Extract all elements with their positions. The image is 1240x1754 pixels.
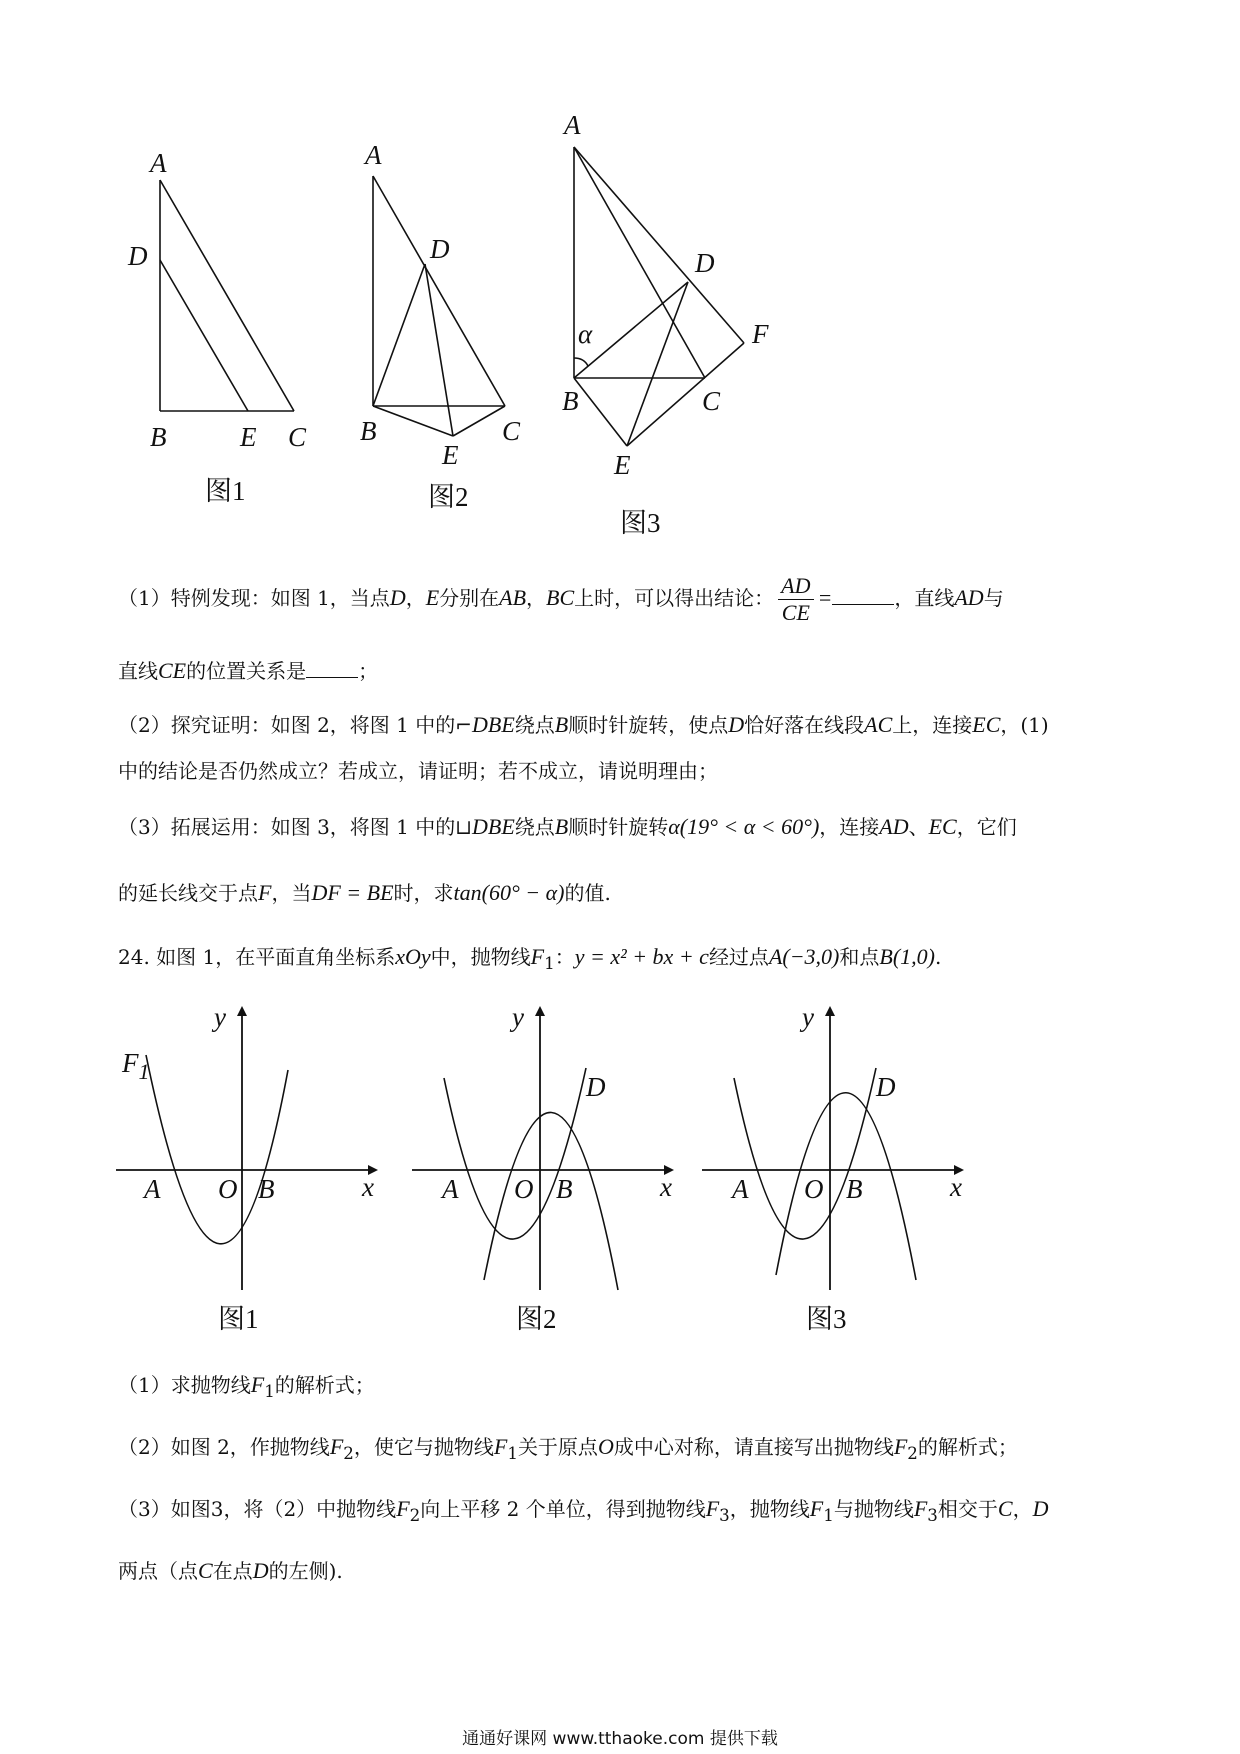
geometry-figures (0, 0, 1240, 560)
fig1b-label-x: x (362, 1172, 374, 1202)
fig2-caption: 图2 (428, 482, 469, 512)
fig2b-label-b: B (556, 1174, 573, 1204)
fig2b-label-x: x (660, 1172, 672, 1202)
fig3b-caption: 图3 (806, 1304, 847, 1334)
q23-part1-line1: （1）特例发现：如图 1，当点D，E分别在AB，BC上时，可以得出结论： $\frac{AD}{CE}$ = ，直线AD与 (118, 573, 1004, 625)
fig2-label-e: E (442, 440, 459, 470)
fig1b-label-f: $F_1$ (122, 1048, 150, 1084)
q23-part2-line1: （2）探究证明：如图 2，将图 1 中的⌐DBE绕点B顺时针旋转，使点D恰好落在线段AC上，连接EC，(1) (118, 712, 1049, 737)
fig1b-label-a: A (144, 1174, 161, 1204)
fig3b-label-o: O (804, 1174, 824, 1204)
fig3b-label-b: B (846, 1174, 863, 1204)
q24-intro: 24. 如图 1，在平面直角坐标系xOy中，抛物线$F_1$：y = x² + bx + c经过点A(−3,0)和点B(1,0). (118, 944, 942, 973)
fig3b-label-y: y (802, 1002, 814, 1032)
fig3-label-a: A (564, 110, 581, 140)
fig3-label-b: B (562, 386, 579, 416)
fraction-ad-ce: $\frac{AD}{CE}$ (778, 573, 813, 626)
fig3b-label-a: A (732, 1174, 749, 1204)
fig1-label-e: E (240, 422, 257, 452)
fig2b-caption: 图2 (516, 1304, 557, 1334)
q24-part1: （1）求抛物线$F_1$的解析式； (118, 1372, 375, 1401)
parabola-figure-2 (412, 1002, 672, 1334)
fig3-label-alpha: α (578, 319, 593, 349)
fig3-caption: 图3 (620, 508, 661, 538)
fig3-label-d: D (695, 248, 715, 278)
answer-blank-relation[interactable] (306, 659, 358, 678)
q23-part1-line2: 直线CE的位置关系是 ； (118, 658, 379, 683)
page-footer: 通通好课网 www.tthaoke.com 提供下载 (462, 1729, 778, 1749)
geometry-figure-3 (562, 110, 769, 538)
q23-part3-line1: （3）拓展运用：如图 3，将图 1 中的⊔DBE绕点B顺时针旋转α(19° < α < 60°)，连接AD、EC，它们 (118, 814, 1017, 839)
geometry-figure-2 (360, 140, 521, 512)
fig2-label-a: A (365, 140, 382, 170)
fig1-label-c: C (288, 422, 307, 452)
parabola-figure-1 (116, 1002, 376, 1334)
fig1b-label-o: O (218, 1174, 238, 1204)
fig2-label-b: B (360, 416, 377, 446)
fig2b-label-a: A (442, 1174, 459, 1204)
fig2b-label-d: D (586, 1072, 606, 1102)
fig3-label-f: F (752, 319, 769, 349)
fig3b-label-x: x (950, 1172, 962, 1202)
fig1b-caption: 图1 (218, 1304, 259, 1334)
fig1b-label-y: y (214, 1002, 226, 1032)
fig2b-label-o: O (514, 1174, 534, 1204)
fig2b-label-y: y (512, 1002, 524, 1032)
q23-part2-line2: 中的结论是否仍然成立？若成立，请证明；若不成立，请说明理由； (118, 759, 718, 783)
q24-part3-line2: 两点（点C在点D的左侧). (118, 1558, 343, 1583)
fig2-label-d: D (430, 234, 450, 264)
q24-part3-line1: （3）如图3，将（2）中抛物线$F_2$向上平移 2 个单位，得到抛物线$F_3$，抛物线$F_1$与抛物线$F_3$相交于C，D (118, 1496, 1049, 1525)
fig1-label-a: A (150, 148, 167, 178)
fig1-caption: 图1 (205, 476, 246, 506)
answer-blank-ratio[interactable] (832, 586, 894, 605)
fig3-label-c: C (702, 386, 721, 416)
fig2-label-c: C (502, 416, 521, 446)
fig3-label-e: E (614, 450, 631, 480)
fig1-label-d: D (128, 241, 148, 271)
fig1b-label-b: B (258, 1174, 275, 1204)
fig1-label-b: B (150, 422, 167, 452)
geometry-figure-1 (127, 148, 307, 506)
fig3b-label-d: D (876, 1072, 896, 1102)
q23-part3-line2: 的延长线交于点F，当DF = BE时，求tan(60° − α)的值. (118, 880, 611, 905)
parabola-figure-3 (702, 1002, 962, 1334)
q24-part2: （2）如图 2，作抛物线$F_2$，使它与抛物线$F_1$关于原点O成中心对称，请直接写出抛物线$F_2$的解析式； (118, 1434, 1018, 1463)
